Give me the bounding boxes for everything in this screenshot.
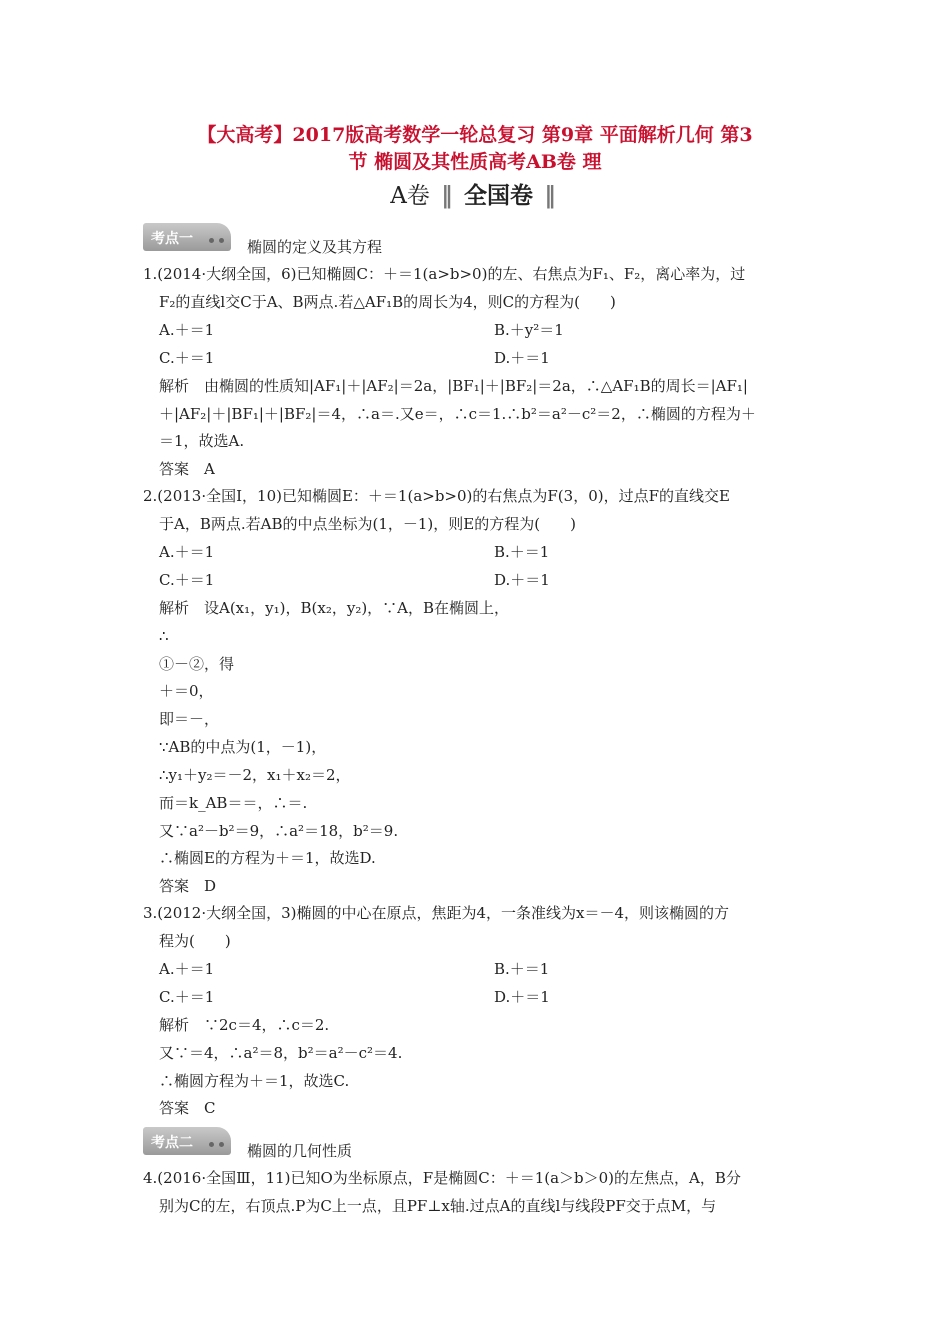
- q1-stem-line1: 1.(2014·大纲全国，6)已知椭圆C：＋＝1(a>b>0)的左、右焦点为F₁、F₂，离心率为，过: [143, 265, 746, 283]
- q3-solution-line1: 解析 ∵2c＝4，∴c＝2.: [159, 1016, 330, 1034]
- subtitle-volume: A卷: [390, 183, 430, 209]
- q2-solution-line2: ∴: [159, 627, 169, 645]
- q4-stem-line1: 4.(2016·全国Ⅲ，11)已知O为坐标原点，F是椭圆C：＋＝1(a＞b＞0)的左焦点，A，B分: [143, 1169, 741, 1187]
- q2-option-d: D.＋＝1: [494, 571, 550, 589]
- q1-option-d: D.＋＝1: [494, 349, 550, 367]
- q2-solution-line9: 又∵a²－b²＝9，∴a²＝18，b²＝9.: [159, 822, 399, 840]
- q2-solution-line3: ①－②，得: [159, 655, 235, 673]
- q3-option-d: D.＋＝1: [494, 988, 550, 1006]
- q1-stem-line2: F₂的直线l交C于A、B两点.若△AF₁B的周长为4，则C的方程为( ): [159, 293, 616, 311]
- q1-option-a: A.＋＝1: [159, 321, 215, 339]
- q1-solution-line2: ＋|AF₂|＋|BF₁|＋|BF₂|＝4，∴a＝.又e＝，∴c＝1.∴b²＝a²－c²＝2，∴椭圆的方程为＋: [159, 405, 756, 423]
- q3-option-c: C.＋＝1: [159, 988, 215, 1006]
- q1-solution-line3: ＝1，故选A.: [159, 432, 245, 450]
- q2-solution-line6: ∵AB的中点为(1，－1)，: [159, 738, 327, 756]
- q3-solution-line3: ∴椭圆方程为＋＝1，故选C.: [159, 1072, 350, 1090]
- q3-stem-line1: 3.(2012·大纲全国，3)椭圆的中心在原点，焦距为4，一条准线为x＝－4，则该椭圆的方: [143, 904, 730, 922]
- q2-solution-line1: 解析 设A(x₁，y₁)，B(x₂，y₂)，∵A，B在椭圆上，: [159, 599, 510, 617]
- q2-solution-line8: 而＝k_AB＝＝，∴＝.: [159, 794, 308, 812]
- q1-option-c: C.＋＝1: [159, 349, 215, 367]
- title-line-2: 节 椭圆及其性质高考AB卷 理: [348, 151, 602, 173]
- q1-answer: 答案 A: [159, 460, 215, 478]
- section-badge-2: 考点二: [143, 1127, 231, 1155]
- q2-option-a: A.＋＝1: [159, 543, 215, 561]
- q3-stem-line2: 程为( ): [159, 932, 231, 950]
- q1-solution-line1: 解析 由椭圆的性质知|AF₁|＋|AF₂|＝2a，|BF₁|＋|BF₂|＝2a，∴△AF₁B的周长＝|AF₁|: [159, 377, 748, 395]
- q2-answer: 答案 D: [159, 877, 217, 895]
- q2-stem-line2: 于A，B两点.若AB的中点坐标为(1，－1)，则E的方程为( ): [159, 515, 576, 533]
- q2-option-c: C.＋＝1: [159, 571, 215, 589]
- q3-option-b: B.＋＝1: [494, 960, 550, 978]
- section-badge-1: 考点一: [143, 223, 231, 251]
- separator-bars-right: ‖: [544, 182, 556, 209]
- q2-solution-line10: ∴椭圆E的方程为＋＝1，故选D.: [159, 849, 376, 867]
- section-title-1: 椭圆的定义及其方程: [247, 238, 383, 256]
- subtitle-scope: 全国卷: [463, 183, 533, 209]
- q2-option-b: B.＋＝1: [494, 543, 550, 561]
- separator-bars: ‖: [441, 182, 453, 209]
- q4-stem-line2: 别为C的左，右顶点.P为C上一点，且PF⊥x轴.过点A的直线l与线段PF交于点M，与: [159, 1197, 717, 1215]
- document-title: [0, 122, 950, 176]
- q3-option-a: A.＋＝1: [159, 960, 215, 978]
- q3-solution-line2: 又∵＝4，∴a²＝8，b²＝a²－c²＝4.: [159, 1044, 403, 1062]
- volume-subtitle: [0, 181, 950, 211]
- q2-solution-line4: ＋＝0，: [159, 682, 214, 700]
- q2-solution-line5: 即＝－，: [159, 710, 220, 728]
- q2-stem-line1: 2.(2013·全国Ⅰ，10)已知椭圆E：＋＝1(a>b>0)的右焦点为F(3，0)，过点F的直线交E: [143, 487, 730, 505]
- q3-answer: 答案 C: [159, 1099, 216, 1117]
- section-title-2: 椭圆的几何性质: [247, 1142, 353, 1160]
- q2-solution-line7: ∴y₁＋y₂＝－2，x₁＋x₂＝2，: [159, 766, 351, 784]
- q1-option-b: B.＋y²＝1: [494, 321, 564, 339]
- title-line-1: 【大高考】2017版高考数学一轮总复习 第9章 平面解析几何 第3: [197, 124, 753, 146]
